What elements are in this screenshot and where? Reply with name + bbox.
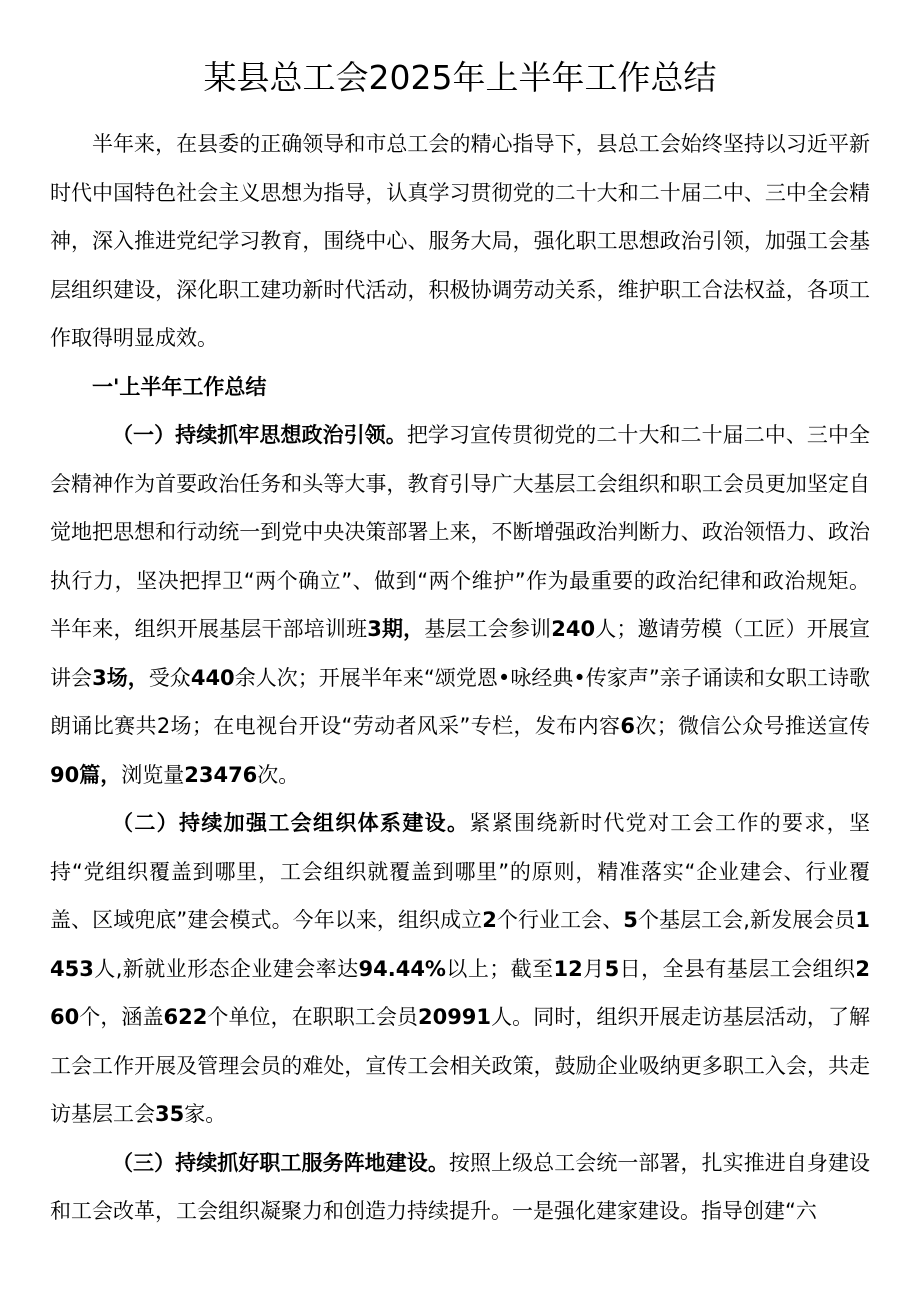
item-2-text: 家。 (184, 1102, 227, 1126)
item-2-figure: 1453 (50, 908, 870, 981)
item-1-figure: 440 (190, 665, 235, 690)
item-2-heading: （二）持续加强工会组织体系建设。 (112, 811, 470, 835)
item-1-heading: （一）持续抓牢思想政治引领。 (112, 423, 407, 447)
item-2-text: 日，全县有基层工会组织 (619, 956, 856, 981)
item-1-text: 把学习宣传贯彻党的二十大和二十届二中、三中全会精神作为首要政治任务和头等大事，教育引导广大基层工会组织和职工会员更加坚定自觉地把思想和行动统一到党中央决策部署上来，不断增强政治判断力、政治领悟力、政治执行力，坚决把捍卫“两个确立”、做到“两个维护”作为最重要的政治纪律和政治规矩。半年来，组织开展基层干部培训班 (50, 423, 871, 641)
item-1-text: 余人次；开展半年来“颂党恩•咏经典•传家声”亲子诵读和女职工诗歌朗诵比赛共2场；在电视台开设“劳动者风采”专栏，发布内容 (50, 665, 871, 738)
item-3-paragraph (50, 1139, 870, 1236)
item-1-figure: 240 (551, 617, 596, 641)
item-1-text: 浏览量 (121, 762, 185, 787)
item-2-text: 月 (582, 956, 605, 981)
item-1-text: 次；微信公众号推送宣传 (634, 714, 871, 738)
item-1-figure: 3场， (92, 665, 149, 690)
item-1-text: 受众 (148, 665, 191, 690)
item-2-figure: 5 (623, 908, 638, 932)
item-1-text: 次。 (257, 762, 300, 787)
item-1-text: 人；邀请劳模（工匠）开展宣讲会 (50, 617, 871, 690)
item-2-paragraph (50, 799, 870, 1139)
item-1-figure: 6 (620, 714, 635, 738)
item-2-figure: 5 (604, 956, 620, 981)
item-3-text: 按照上级总工会统一部署，扎实推进自身建设和工会改革，工会组织凝聚力和创造力持续提升。一是强化建家建设。指导创建“六 (50, 1150, 871, 1223)
item-1-figure: 23476 (184, 762, 258, 787)
item-2-text: 个基层工会,新发展会员 (637, 908, 856, 932)
item-2-figure: 35 (155, 1102, 185, 1126)
item-2-text: 个行业工会、 (496, 908, 624, 932)
item-2-text: 人。同时，组织开展走访基层活动，了解工会工作开展及管理会员的难处，宣传工会相关政策，鼓励企业吸纳更多职工入会，共走访基层工会 (50, 1005, 871, 1126)
item-2-text: 紧紧围绕新时代党对工会工作的要求，坚持“党组织覆盖到哪里，工会组织就覆盖到哪里”的原则，精准落实“企业建会、行业覆盖、区域兜底”建会模式。今年以来，组织成立 (50, 811, 871, 932)
item-1-figure: 3期， (367, 617, 425, 641)
item-2-text: 人,新就业形态企业建会率达 (93, 956, 359, 981)
item-2-figure: 2 (482, 908, 497, 932)
item-1-paragraph (50, 411, 870, 799)
item-2-figure: 622 (163, 1005, 208, 1029)
item-1-text: 基层工会参训 (424, 617, 552, 641)
item-2-figure: 260 (50, 956, 870, 1029)
page-title: 某县总工会2025年上半年工作总结 (203, 58, 717, 97)
item-2-text: 个单位，在职职工会员 (207, 1005, 418, 1029)
item-2-figure: 20991 (417, 1005, 492, 1029)
item-1-figure: 90篇， (50, 762, 122, 787)
item-2-text: 个，涵盖 (79, 1005, 164, 1029)
item-3-heading: （三）持续抓好职工服务阵地建设。 (112, 1150, 449, 1175)
section-heading-1: 一'上半年工作总结 (92, 374, 267, 399)
item-2-figure: 94.44% (358, 956, 446, 981)
item-2-text: 以上；截至 (445, 956, 554, 981)
item-2-figure: 12 (553, 956, 583, 981)
intro-paragraph: 半年来，在县委的正确领导和市总工会的精心指导下，县总工会始终坚持以习近平新时代中国特色社会主义思想为指导，认真学习贯彻党的二十大和二十届二中、三中全会精神，深入推进党纪学习教育，围绕中心、服务大局，强化职工思想政治引领，加强工会基层组织建设，深化职工建功新时代活动，积极协调劳动关系，维护职工合法权益，各项工作取得明显成效。 (50, 132, 870, 350)
